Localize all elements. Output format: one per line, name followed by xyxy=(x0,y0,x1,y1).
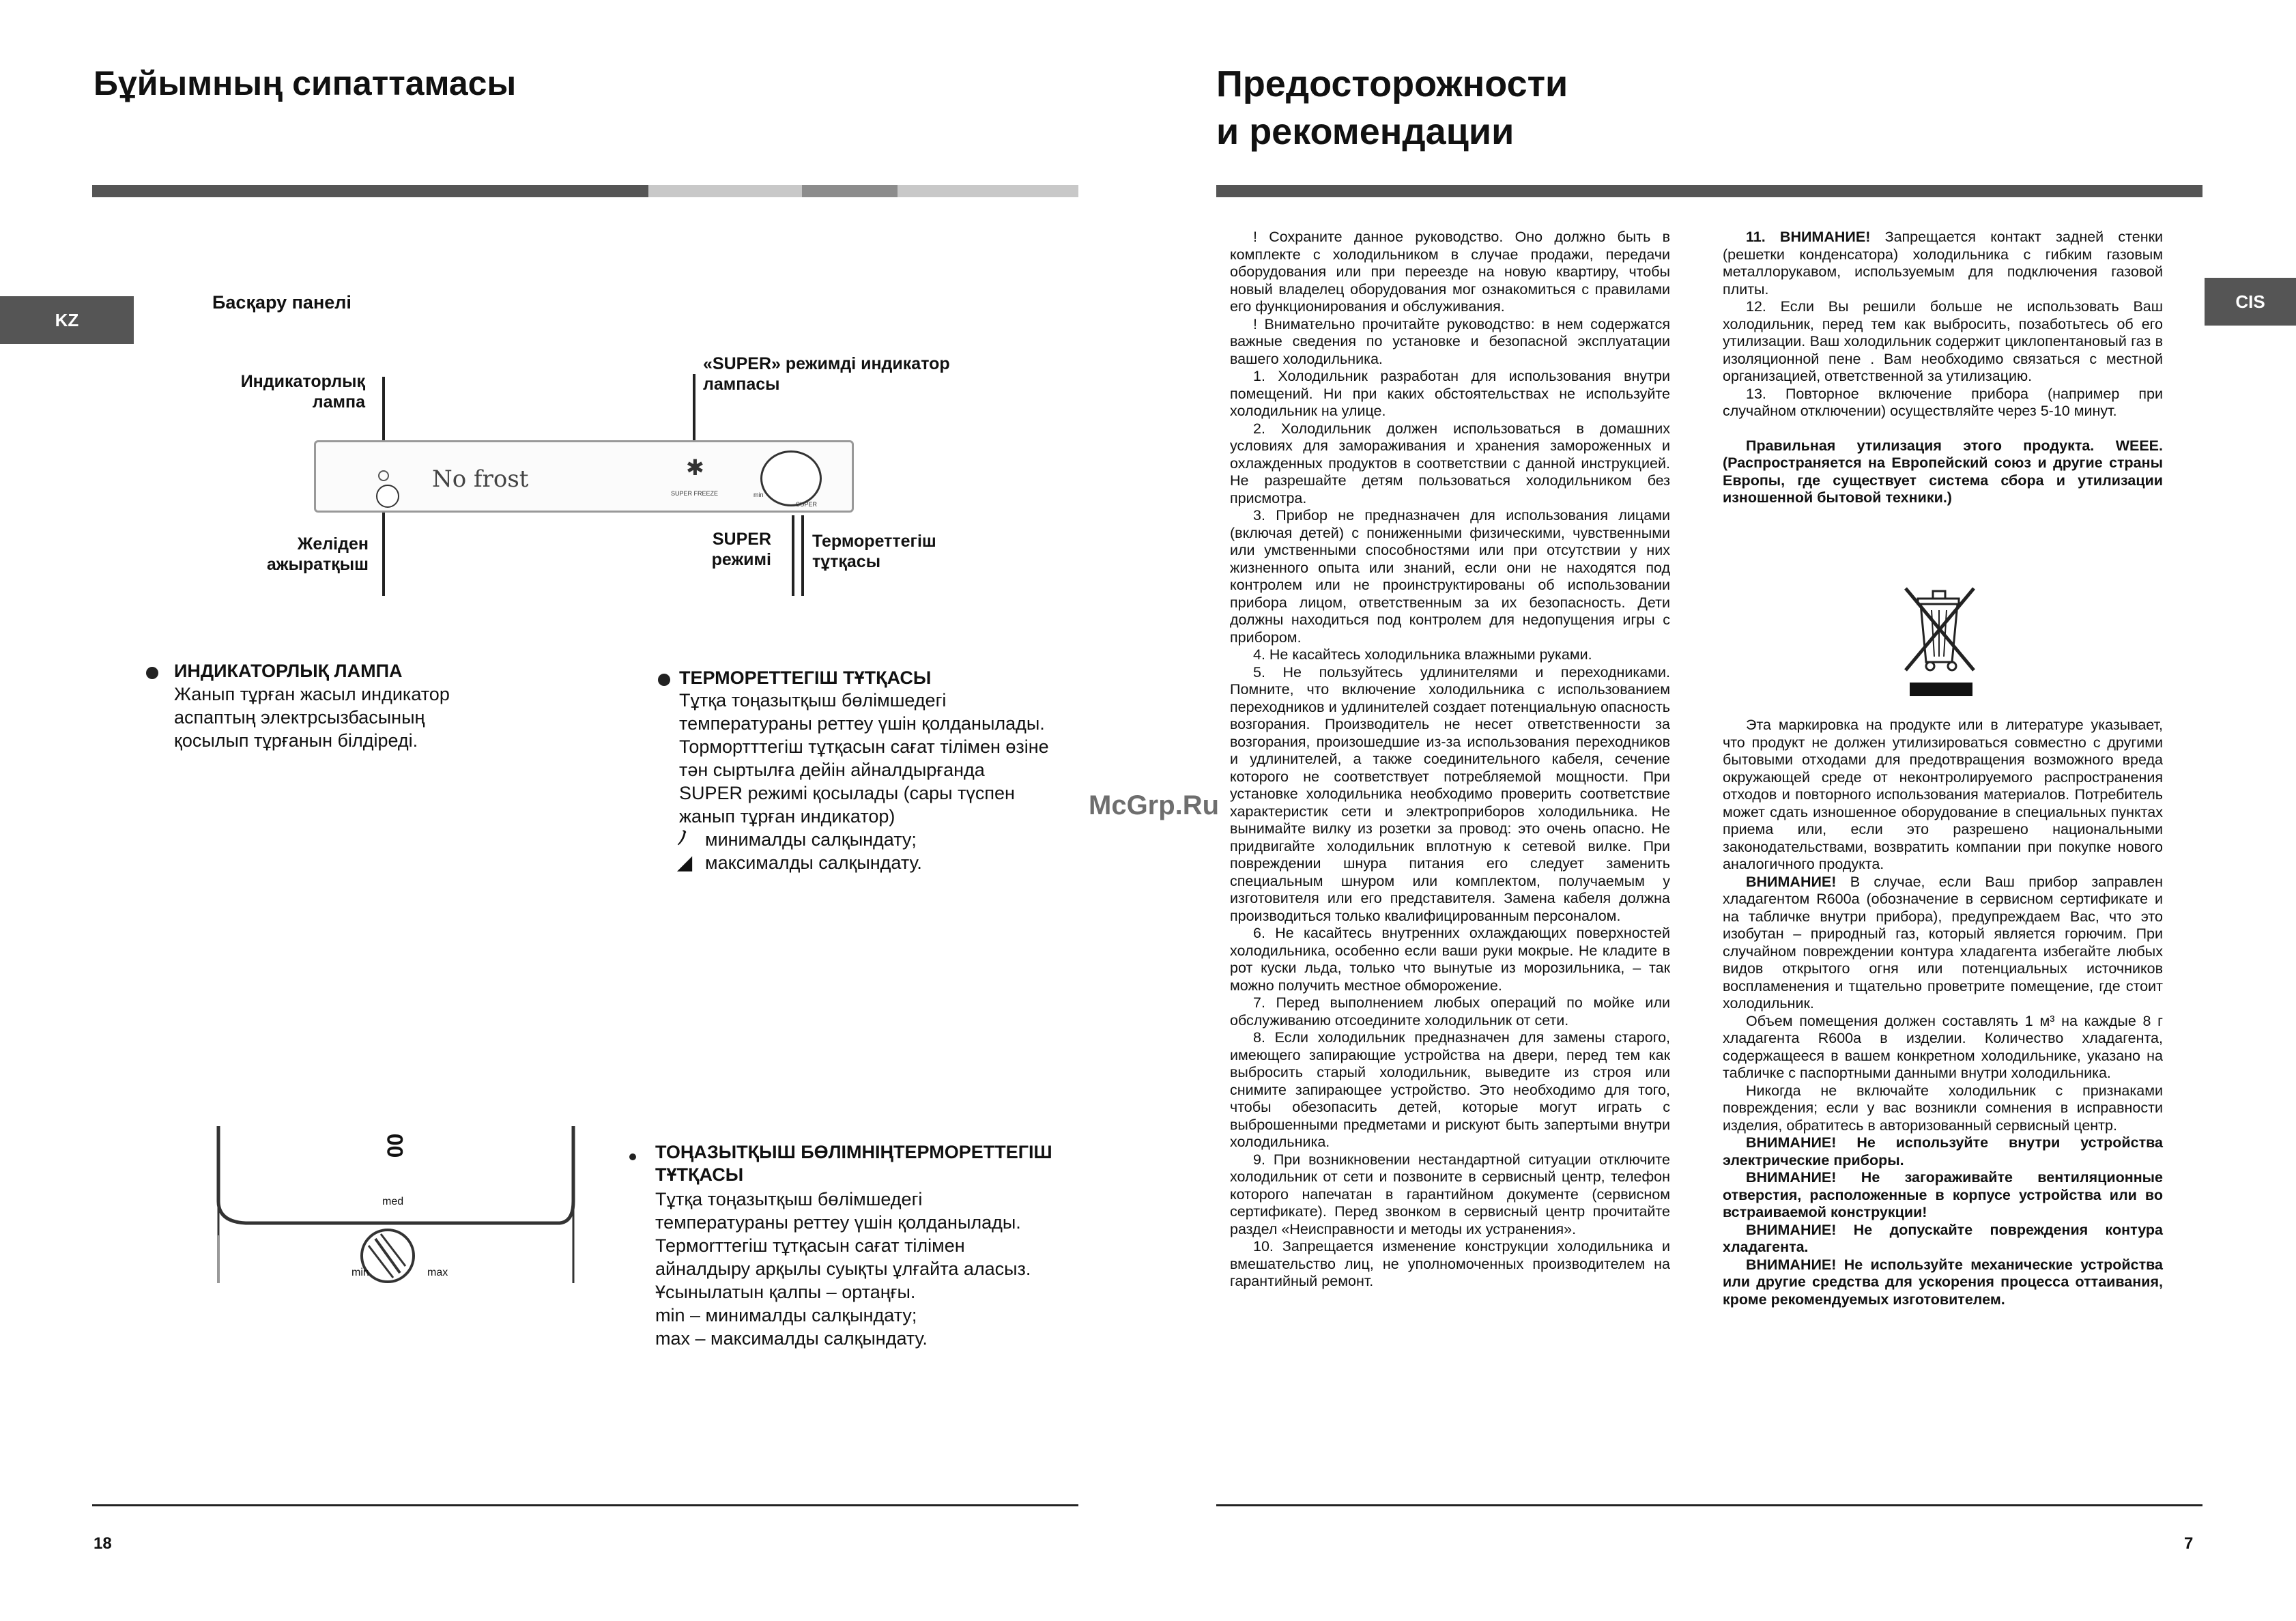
indicator-lamp xyxy=(378,470,389,481)
language-tab-kz: KZ xyxy=(0,296,134,344)
dial-label-min: min xyxy=(351,1267,369,1278)
min-cooling-icon: ﾉ xyxy=(678,828,687,848)
dial-label-max: max xyxy=(427,1267,448,1278)
mains-switch-button[interactable] xyxy=(376,485,399,508)
callout-line xyxy=(792,515,794,596)
fridge-thermostat-heading: ТОҢАЗЫТҚЫШ БӨЛІМНІҢТЕРМОРЕТТЕГІШ ТҰТҚАСЫ xyxy=(655,1142,1052,1185)
right-header-bar xyxy=(1216,185,2202,197)
right-page-title: Предосторожности и рекомендации xyxy=(1216,63,1568,152)
label-thermostat-knob: Термореттегіш тұтқасы xyxy=(812,532,936,571)
thermostat-knob[interactable] xyxy=(760,450,822,506)
language-tab-cis: CIS xyxy=(2205,278,2296,326)
fridge-thermostat-text: Тұтқа тоңазытқыш бөлімшедегі температураны реттеу үшін қолданылады. Термorттегіш тұтқасын сағат тілімен айналдыру арқылы суықты ұлғайта аласыз. Ұсынылатын қалпы – ортаңғы. min – минималды салқындату; max – максималды салқындату. xyxy=(655,1189,1031,1349)
bullet-indicator xyxy=(146,667,158,679)
watermark: McGrp.Ru xyxy=(1089,790,1220,820)
label-indicator-lamp: Индикаторлық лампа xyxy=(240,372,365,412)
label-super-mode: SUPER режимі xyxy=(711,530,771,569)
right-page-number: 7 xyxy=(2184,1534,2194,1553)
min-label: min xyxy=(754,491,764,498)
weee-crossed-bin-icon xyxy=(1897,582,1986,701)
super-label: SUPER xyxy=(796,501,818,508)
fridge-display: 00 xyxy=(382,1133,407,1158)
label-mains-switch: Желіден ажыратқыш xyxy=(266,534,369,574)
left-page-number: 18 xyxy=(94,1534,112,1553)
dial-label-med: med xyxy=(382,1196,404,1207)
left-header-bar xyxy=(92,185,1078,197)
indicator-lamp-heading: ИНДИКАТОРЛЫҚ ЛАМПА xyxy=(174,661,403,681)
bullet-thermostat xyxy=(658,674,670,686)
callout-line xyxy=(801,515,804,596)
control-panel-heading: Басқару панелі xyxy=(212,292,351,313)
callout-line xyxy=(382,508,385,596)
max-cooling-icon: ◢ xyxy=(678,852,692,873)
thermostat-heading: ТЕРМОРЕТТЕГІШ ТҰТҚАСЫ xyxy=(679,668,932,688)
thermostat-text: Тұтқа тоңазытқыш бөлімшедегі температураны реттеу үшін қолданылады. Тормортттегіш тұтқасын сағат тілімен өзіне тән сыртылға дейін айналдырғанда SUPER режимі қосылады (сары түспен жанып тұрған индикатор) ﾉ минималды салқындату; ◢ максималды салқындату. xyxy=(678,690,1049,873)
no-frost-logo: No frost xyxy=(432,465,529,493)
weee-heading: Правильная утилизация этого продукта. WEEE. (Распространяется на Европейский союз и другие страны Европы, где существует система сбора и утилизации изношенной бытовой техники.) xyxy=(1723,437,2163,506)
indicator-lamp-text: Жанып тұрған жасыл индикатор аспаптың электрсызбасының қосылып тұрғанын білдіреді. xyxy=(174,684,450,751)
precautions-column-2: 11. ВНИМАНИЕ! Запрещается контакт задней стенки (решетки конденсатора) холодильника с гибким газовым металлорукавом, используемым для подключения газовой плиты. 12. Если Вы решили больше не использовать Ваш холодильник, перед тем как выбросить, позаботьтесь об его утилизации. Ваш холодильник содержит циклопентановый газ в изоляционной пене . Вам необходимо связаться с местной организацией, ответственной за утилизацию. 13. Повторное включение прибора (например при случайном отключении) осуществляйте через 5-10 минут. Правильная утилизация этого продукта. WEEE. (Распространяется на Европейский союз и другие страны Европы, где существует система сбора и утилизации изношенной бытовой техники.) xyxy=(1723,229,2163,506)
super-freeze-icon: ✱ xyxy=(686,455,704,480)
right-footer-rule xyxy=(1216,1504,2202,1506)
label-super-indicator: «SUPER» режимді индикатор лампасы xyxy=(703,354,950,394)
left-page-title: Бұйымның сипаттамасы xyxy=(94,64,517,102)
control-panel xyxy=(314,440,854,513)
super-freeze-label: SUPER FREEZE xyxy=(671,490,719,497)
precautions-column-1: ! Сохраните данное руководство. Оно должно быть в комплекте с холодильником в случае продажи, передачи оборудования или при переезде на новую квартиру, чтобы новый владелец оборудования мог ознакомиться с правилами его функционирования и обслуживания. ! Внимательно прочитайте руководство: в нем содержатся важные сведения по установке и безопасной эксплуатации вашего холодильника. 1. Холодильник разработан для использования внутри помещений. Ни при каких обстоятельствах не используйте холодильник на улице. 2. Холодильник должен использоваться в домашних условиях для замораживания и хранения замороженных и охлажденных продуктов в соответствии с данной инструкцией. Не разрешайте детям пользоваться холодильником без присмотра. 3. Прибор не предназначен для использования лицами (включая детей) с пониженными физическими, чувственными или умственными способностями или при отсутствии у них жизненного опыта или знаний, если они не находятся под контролем или не проинструктированы об использовании прибора лицом, ответственным за их безопасность. Дети должны находиться под контролем для недопущения игры с прибором. 4. Не касайтесь холодильника влажными руками. 5. Не пользуйтесь удлинителями и переходниками. Помните, что включение холодильника с использованием переходников и удлинителей создает потенциальную опасность возгорания. Производитель не несет ответственности за возгорания, произошедшие из-за использования переходников и удлинителей, а также соединительного кабеля, сечение которого не соответствует потребляемой мощности. При установке холодильника необходимо проверить соответствие характеристик сети и электроприборов холодильника. Не вынимайте вилку из розетки за провод: это очень опасно. Не придвигайте холодильник вплотную к сетевой вилке. При повреждении шнура питания его следует заменить специальным шнуром или комплектом, получаемым у изготовителя или его представителя. Замена кабеля должна производиться только квалифицированным персоналом. 6. Не касайтесь внутренних охлаждающих поверхностей холодильника, особенно если ваши руки мокрые. Не кладите в рот куски льда, только что вынутые из морозильника, – так можно получить местное обморожение. 7. Перед выполнением любых операций по мойке или обслуживанию отсоедините холодильник от сети. 8. Если холодильник предназначен для замены старого, имеющего запирающие устройства на двери, перед тем как выбросить старый холодильник, выведите из строя или снимите запирающее устройство. Это необходимо для того, чтобы обезопасить детей, которые могут играть с выброшенными предметами и рискуют быть запертыми внутри холодильника. 9. При возникновении нестандартной ситуации отключите холодильник от сети и позвоните в сервисный центр, телефон которого напечатан в гарантийном документе (сервисном сертификате). Перед звонком в сервисный центр прочитайте раздел «Неисправности и методы их устранения». 10. Запрещается изменение конструкции холодильника и вмешательство лиц, не уполномоченных производителем на гарантийный ремонт. xyxy=(1230,229,1670,1289)
weee-text: Эта маркировка на продукте или в литературе указывает, что продукт не должен утилизироваться совместно с другими бытовыми отходами для предотвращения возможного вреда окружающей среде от неконтролируемого распространения отходов и повторного использования материалов. Потребитель может сдать изношенное оборудование в специальных пунктах приема или, если это разрешено национальными законодательствами, возвратить компании при покупке нового аналогичного продукта. ВНИМАНИЕ! В случае, если Ваш прибор заправлен хладагентом R600a (обозначение в сервисном сертификате и на табличке внутри прибора), предупреждаем Вас, что это изобутан – природный газ, который является горючим. При случайном повреждении контура хладагента избегайте любых видов открытого огня или потенциальных источников воспламенения и тщательно проветрите помещение, где стоит холодильник. Объем помещения должен составлять 1 м³ на каждые 8 г хладагента R600a в изделии. Количество хладагента, содержащееся в вашем конкретном холодильнике, указано на табличке с паспортными данными внутри холодильника. Никогда не включайте холодильник с признаками повреждения; если у вас возникли сомнения в исправности изделия, обратитесь в авторизованный сервисный центр. ВНИМАНИЕ! Не используйте внутри устройства электрические приборы. ВНИМАНИЕ! Не загораживайте вентиляционные отверстия, расположенные в корпусе устройства или во встраиваемой конструкции! ВНИМАНИЕ! Не допускайте повреждения контура хладагента. ВНИМАНИЕ! Не используйте механические устройства или другие средства для ускорения процесса оттаивания, кроме рекомендуемых изготовителем. xyxy=(1723,717,2163,1308)
bullet-fridge-thermostat xyxy=(629,1153,636,1160)
left-footer-rule xyxy=(92,1504,1078,1506)
